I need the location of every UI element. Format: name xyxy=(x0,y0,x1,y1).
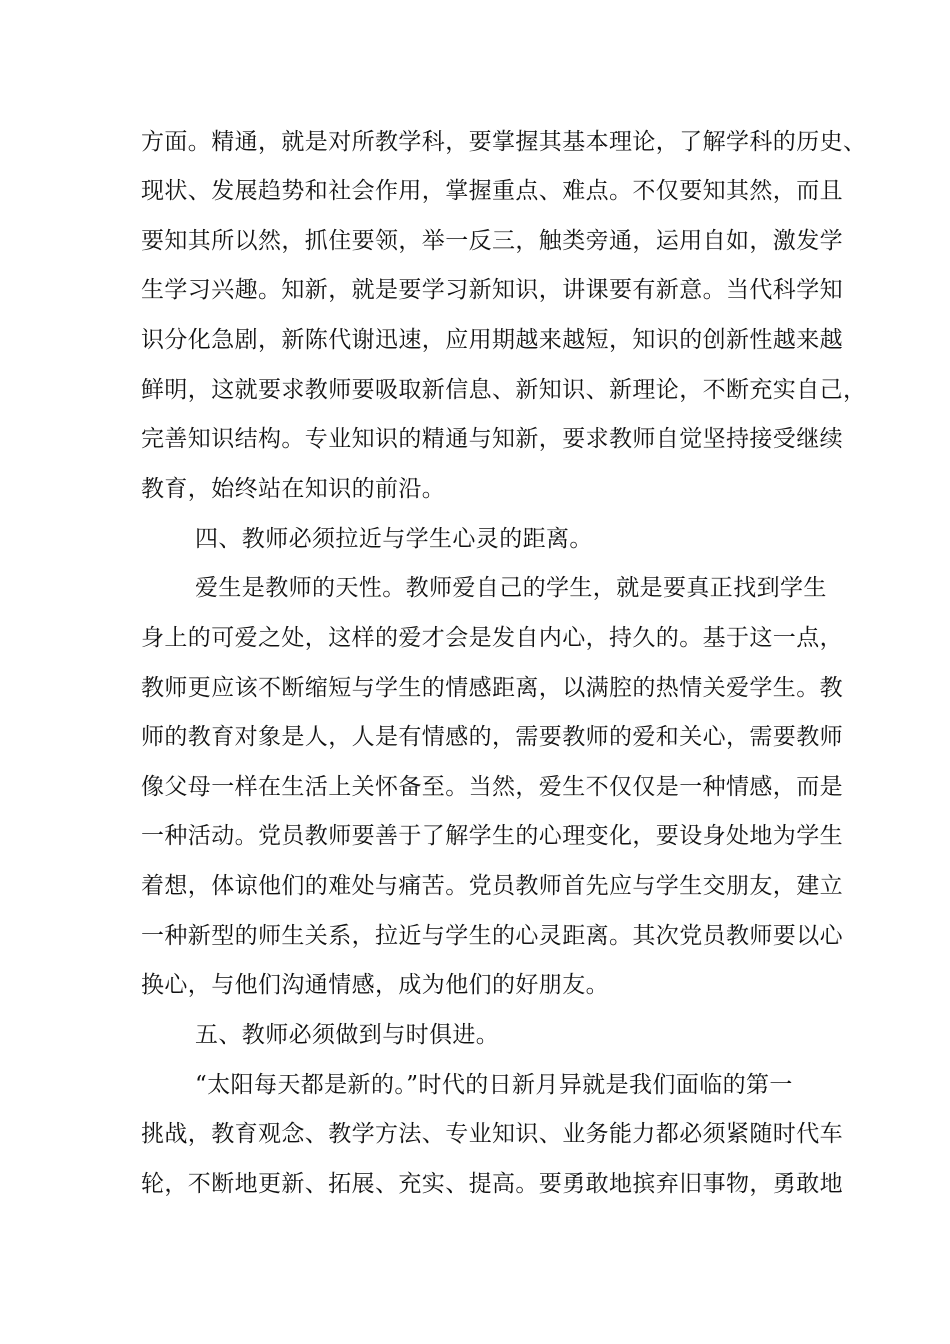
text-line: 换心，与他们沟通情感，成为他们的好朋友。 xyxy=(141,972,609,998)
text-line: 鲜明，这就要求教师要吸取新信息、新知识、新理论，不断充实自己， xyxy=(141,377,867,403)
text-line: 完善知识结构。专业知识的精通与知新，要求教师自觉坚持接受继续 xyxy=(141,426,843,452)
text-line: “太阳每天都是新的。”时代的日新月异就是我们面临的第一 xyxy=(195,1072,793,1098)
text-line: 像父母一样在生活上关怀备至。当然，爱生不仅仅是一种情感，而是 xyxy=(141,774,843,800)
text-line: 教师更应该不断缩短与学生的情感距离，以满腔的热情关爱学生。教 xyxy=(141,675,843,701)
text-line: 着想，体谅他们的难处与痛苦。党员教师首先应与学生交朋友，建立 xyxy=(141,873,843,899)
text-line: 教育，始终站在知识的前沿。 xyxy=(141,476,446,502)
text-line: 方面。精通，就是对所教学科，要掌握其基本理论，了解学科的历史、 xyxy=(141,129,867,155)
text-line: 挑战，教育观念、教学方法、专业知识、业务能力都必须紧随时代车 xyxy=(141,1121,843,1147)
text-line: 一种新型的师生关系，拉近与学生的心灵距离。其次党员教师要以心 xyxy=(141,923,843,949)
text-line: 师的教育对象是人，人是有情感的，需要教师的爱和关心，需要教师 xyxy=(141,724,843,750)
text-line: 识分化急剧，新陈代谢迅速，应用期越来越短，知识的创新性越来越 xyxy=(141,327,843,353)
text-line: 生学习兴趣。知新，就是要学习新知识，讲课要有新意。当代科学知 xyxy=(141,277,843,303)
text-line: 一种活动。党员教师要善于了解学生的心理变化，要设身处地为学生 xyxy=(141,823,843,849)
text-line: 爱生是教师的天性。教师爱自己的学生，就是要真正找到学生 xyxy=(195,575,827,601)
section-heading: 五、教师必须做到与时俱进。 xyxy=(195,1022,500,1048)
text-line: 现状、发展趋势和社会作用，掌握重点、难点。不仅要知其然，而且 xyxy=(141,178,843,204)
text-line: 轮，不断地更新、拓展、充实、提高。要勇敢地摈弃旧事物，勇敢地 xyxy=(141,1171,843,1197)
text-line: 要知其所以然，抓住要领，举一反三，触类旁通，运用自如，激发学 xyxy=(141,228,843,254)
text-line: 身上的可爱之处，这样的爱才会是发自内心，持久的。基于这一点， xyxy=(141,625,843,651)
section-heading: 四、教师必须拉近与学生心灵的距离。 xyxy=(195,526,593,552)
